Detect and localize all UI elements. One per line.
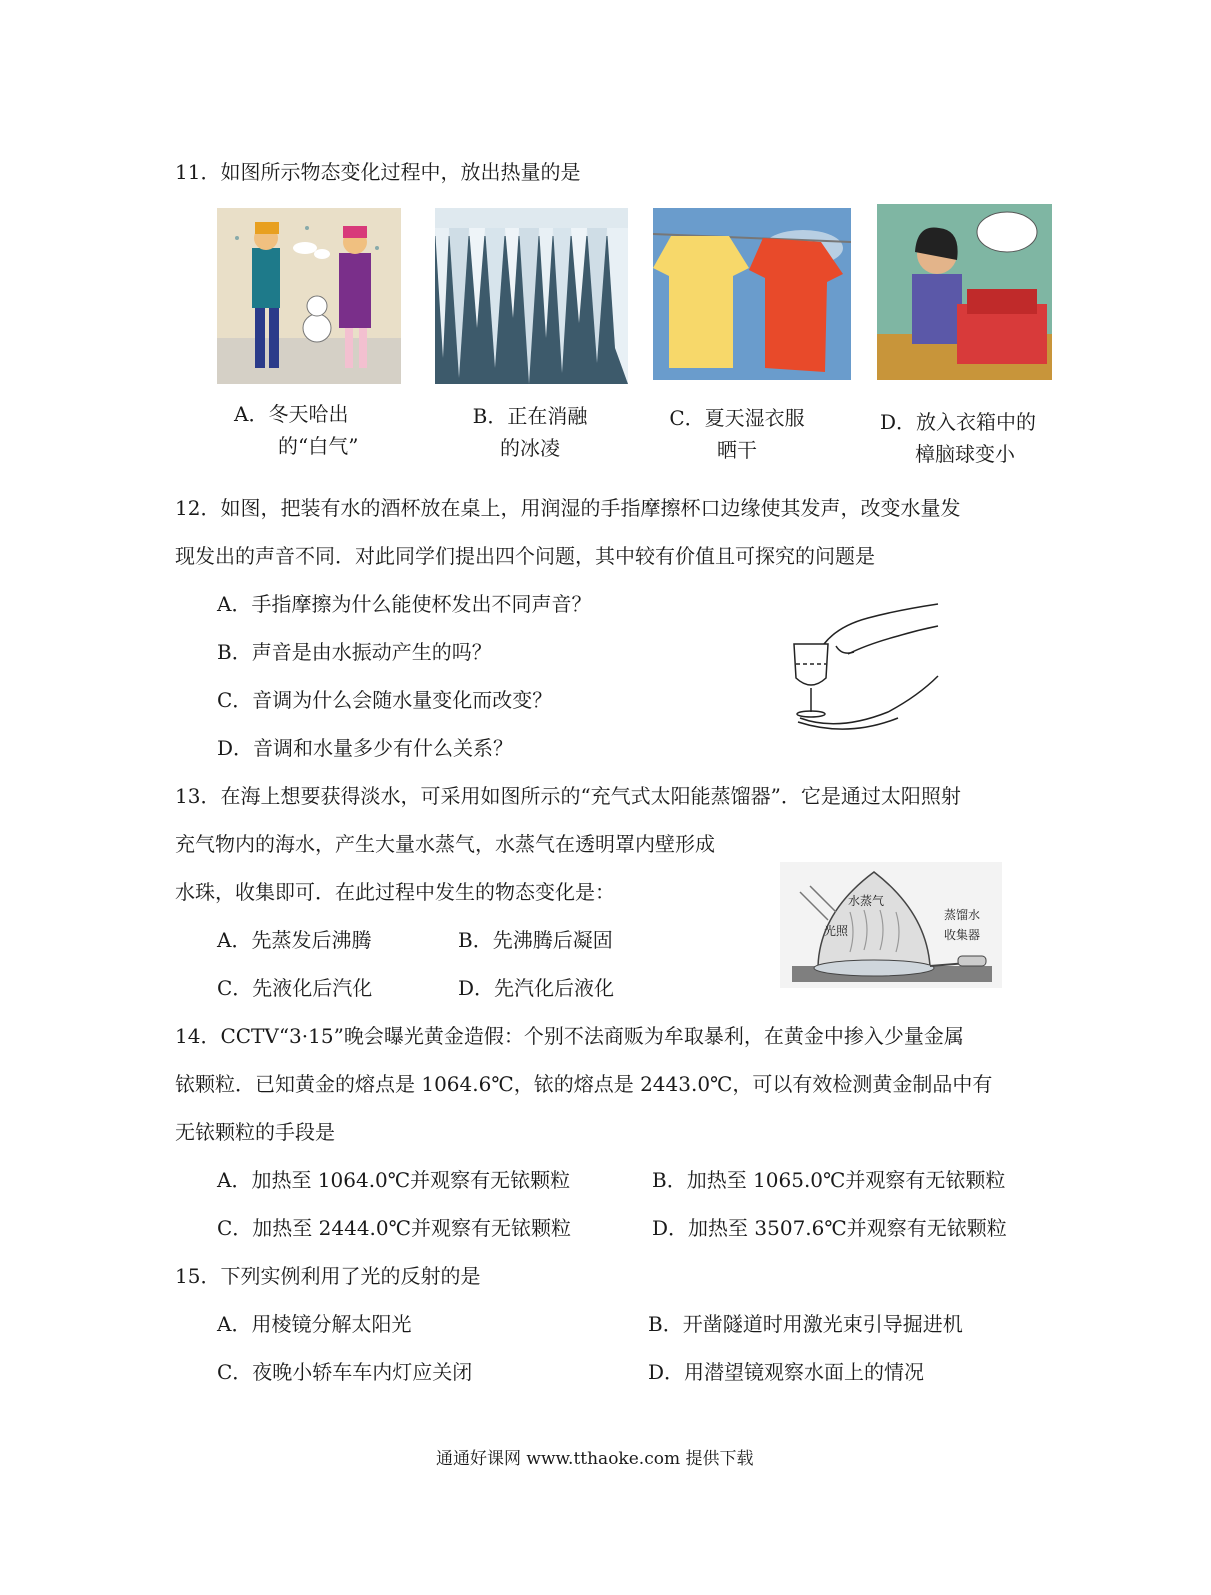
q13-stem-line3: 水珠，收集即可．在此过程中发生的物态变化是： [175, 880, 615, 904]
q13-option-d: D．先汽化后液化 [458, 976, 615, 1000]
q14-option-d: D．加热至 3507.6℃并观察有无铱颗粒 [652, 1216, 1007, 1240]
figure-label-vapor: 水蒸气 [848, 894, 885, 908]
q13-stem-line1: 13．在海上想要获得淡水，可采用如图所示的“充气式太阳能蒸馏器”．它是通过太阳照射 [175, 784, 961, 808]
caption-line: B．正在消融 [472, 404, 588, 428]
q11-option-d-caption [870, 406, 1060, 470]
q15-option-c: C．夜晚小轿车车内灯应关闭 [217, 1360, 473, 1384]
q12-stem-line1: 12．如图，把装有水的酒杯放在桌上，用润湿的手指摩擦杯口边缘使其发声，改变水量发 [175, 496, 961, 520]
q13-option-c: C．先液化后汽化 [217, 976, 373, 1000]
camphor-balls-image [877, 204, 1052, 380]
icicles-image [435, 208, 628, 384]
caption-line: C．夏天湿衣服 [669, 406, 805, 430]
q15-stem: 15．下列实例利用了光的反射的是 [175, 1264, 481, 1288]
q14-option-c: C．加热至 2444.0℃并观察有无铱颗粒 [217, 1216, 572, 1240]
figure-label-collector-2: 收集器 [944, 928, 981, 942]
q12-stem-line2: 现发出的声音不同．对此同学们提出四个问题，其中较有价值且可探究的问题是 [175, 544, 875, 568]
caption-line: 樟脑球变小 [915, 442, 1015, 466]
q13-option-b: B．先沸腾后凝固 [458, 928, 613, 952]
caption-line: 的冰凌 [500, 436, 560, 460]
q12-option-c: C．音调为什么会随水量变化而改变？ [217, 688, 553, 712]
drying-clothes-image [653, 208, 851, 380]
q15-option-b: B．开凿隧道时用激光束引导掘进机 [648, 1312, 963, 1336]
solar-still-figure [780, 862, 1002, 988]
q14-stem-line2: 铱颗粒．已知黄金的熔点是 1064.6℃，铱的熔点是 2443.0℃，可以有效检测黄金制品中有 [175, 1072, 993, 1096]
caption-line: A．冬天哈出 [234, 402, 349, 426]
q12-option-d: D．音调和水量多少有什么关系？ [217, 736, 514, 760]
q14-stem-line1: 14．CCTV“3·15”晚会曝光黄金造假：个别不法商贩为牟取暴利，在黄金中掺入少量金属 [175, 1024, 964, 1048]
q11-stem: 11．如图所示物态变化过程中，放出热量的是 [175, 160, 581, 184]
page-footer: 通通好课网 www.tthaoke.com 提供下载 [436, 1449, 754, 1469]
winter-breath-image [217, 208, 401, 384]
caption-line: 的“白气” [278, 434, 359, 458]
q13-option-a: A．先蒸发后沸腾 [217, 928, 372, 952]
q15-option-d: D．用潜望镜观察水面上的情况 [648, 1360, 925, 1384]
q12-option-b: B．声音是由水振动产生的吗？ [217, 640, 492, 664]
caption-line: D．放入衣箱中的 [880, 410, 1037, 434]
q11-option-a-caption [220, 398, 380, 462]
q15-option-a: A．用棱镜分解太阳光 [217, 1312, 412, 1336]
wine-glass-figure [788, 596, 940, 738]
q14-stem-line3: 无铱颗粒的手段是 [175, 1120, 335, 1144]
q14-option-b: B．加热至 1065.0℃并观察有无铱颗粒 [652, 1168, 1006, 1192]
figure-label-light: 光照 [824, 924, 849, 938]
q14-option-a: A．加热至 1064.0℃并观察有无铱颗粒 [217, 1168, 571, 1192]
caption-line: 晒干 [717, 438, 757, 462]
q13-stem-line2: 充气物内的海水，产生大量水蒸气，水蒸气在透明罩内壁形成 [175, 832, 715, 856]
q11-option-b-caption [450, 400, 610, 464]
q12-option-a: A．手指摩擦为什么能使杯发出不同声音？ [217, 592, 592, 616]
q11-option-c-caption [652, 402, 822, 466]
figure-label-collector-1: 蒸馏水 [944, 908, 981, 922]
